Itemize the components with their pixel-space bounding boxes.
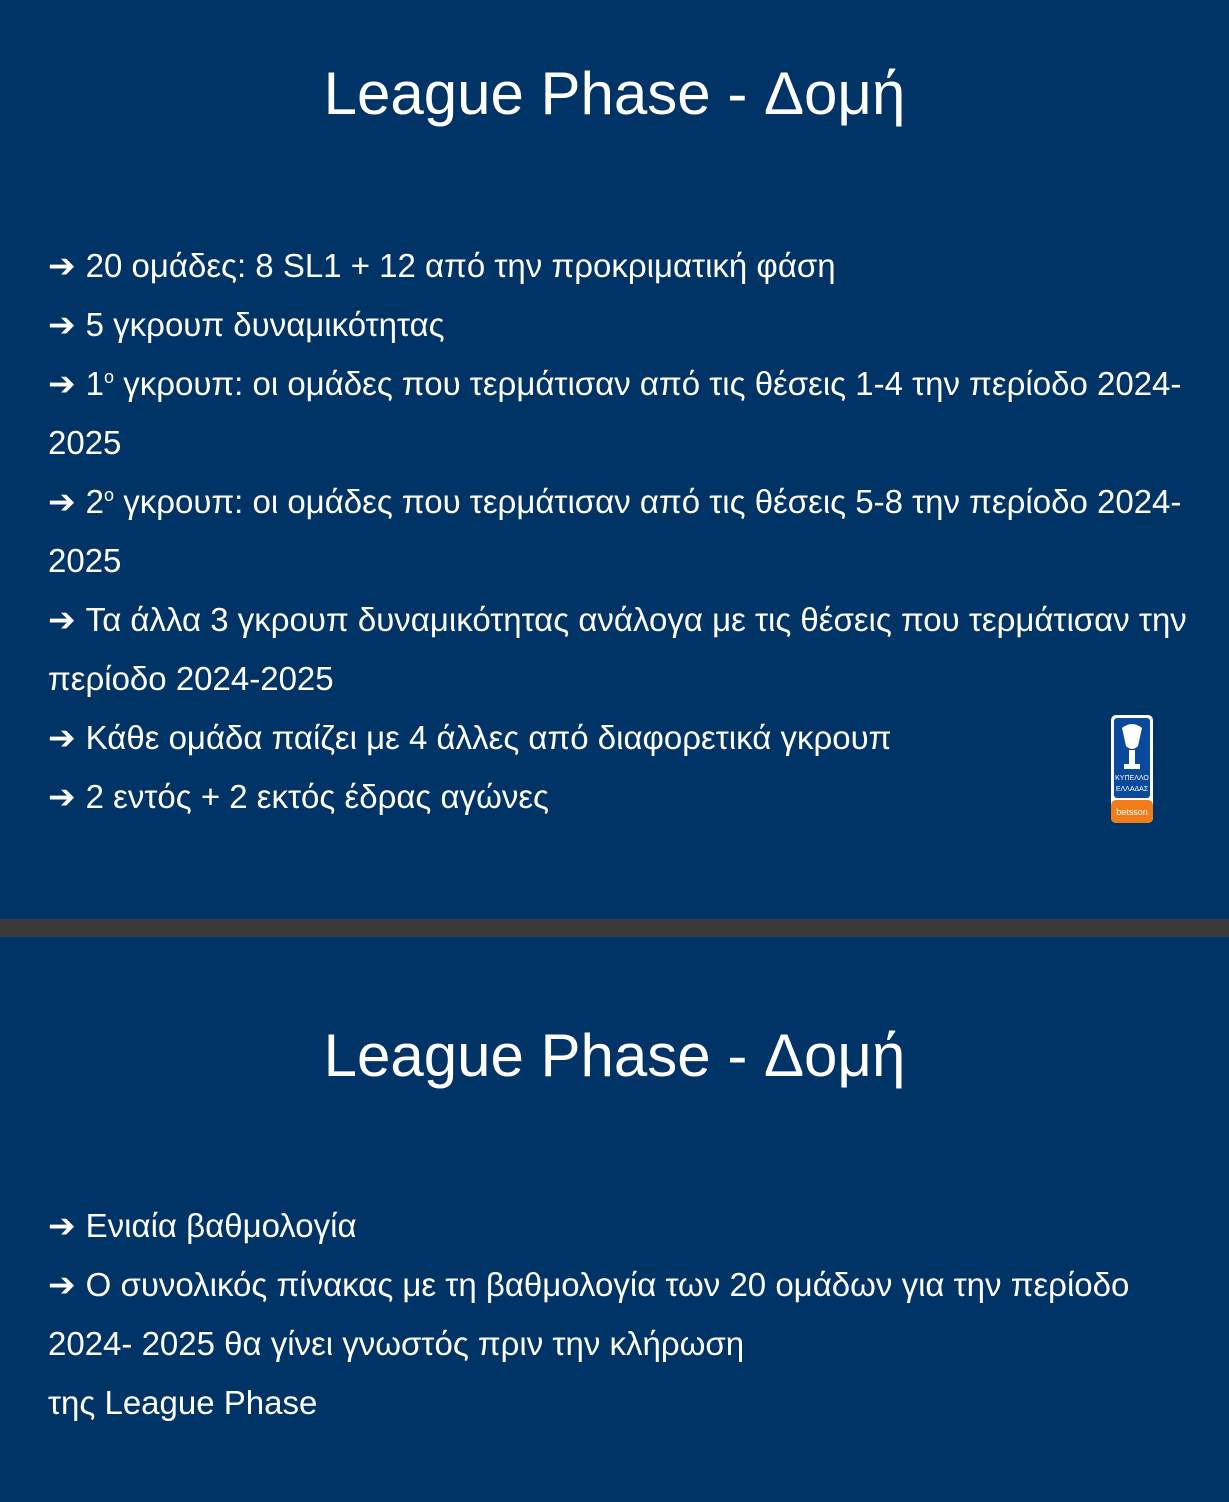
slide-title: League Phase - Δομή [323,1022,906,1089]
arrow-icon: ➔ [48,1266,76,1303]
arrow-icon: ➔ [48,247,76,284]
bullet-list [48,1196,1188,1432]
bullet-number: 1 [85,365,105,402]
bullet-item [48,1255,1188,1373]
bullet-text: 20 ομάδες: 8 SL1 + 12 από την προκριματική φάση [85,247,836,284]
bullet-item [48,767,1188,826]
slide-title: League Phase - Δομή [323,60,906,127]
arrow-icon: ➔ [48,719,76,756]
bullet-text: Ο συνολικός πίνακας με τη βαθμολογία των 20 ομάδων για την περίοδο 2024- 2025 θα γίνει γνωστός πριν την κλήρωση [48,1266,1130,1362]
bullet-text: 5 γκρουπ δυναμικότητας [85,306,445,343]
arrow-icon: ➔ [48,483,76,520]
sponsor-text: betsson [1116,807,1148,817]
bullet-text: Κάθε ομάδα παίζει με 4 άλλες από διαφορετικά γκρουπ [85,719,892,756]
ordinal-superscript: ο [104,485,115,505]
arrow-icon: ➔ [48,601,76,638]
arrow-icon: ➔ [48,365,76,402]
bullet-text: γκρουπ: οι ομάδες που τερμάτισαν από τις θέσεις 5-8 την περίοδο 2024-2025 [48,483,1182,579]
bullet-item [48,590,1188,708]
bullet-text: 2 εντός + 2 εκτός έδρας αγώνες [85,778,549,815]
greek-cup-logo [1110,714,1154,824]
slide-divider [0,919,1229,937]
bullet-number: 2 [85,483,105,520]
bullet-item [48,354,1188,472]
bullet-text: Ενιαία βαθμολογία [85,1207,357,1244]
bullet-item [48,295,1188,354]
bullet-text: της League Phase [48,1384,318,1421]
bullet-item [48,1373,1188,1432]
bullet-list [48,236,1188,826]
logo-text: ΚΥΠΕΛΛΟ [1115,775,1149,782]
arrow-icon: ➔ [48,1207,76,1244]
bullet-item [48,708,1188,767]
arrow-icon: ➔ [48,306,76,343]
bullet-text: γκρουπ: οι ομάδες που τερμάτισαν από τις θέσεις 1-4 την περίοδο 2024-2025 [48,365,1182,461]
slide-2 [0,937,1229,1502]
bullet-item [48,1196,1188,1255]
ordinal-superscript: ο [104,367,115,387]
bullet-text: Τα άλλα 3 γκρουπ δυναμικότητας ανάλογα με τις θέσεις που τερμάτισαν την περίοδο 2024-2025 [48,601,1187,697]
bullet-item [48,236,1188,295]
bullet-item [48,472,1188,590]
arrow-icon: ➔ [48,778,76,815]
logo-text: ΕΛΛΑΔΑΣ [1115,786,1149,793]
